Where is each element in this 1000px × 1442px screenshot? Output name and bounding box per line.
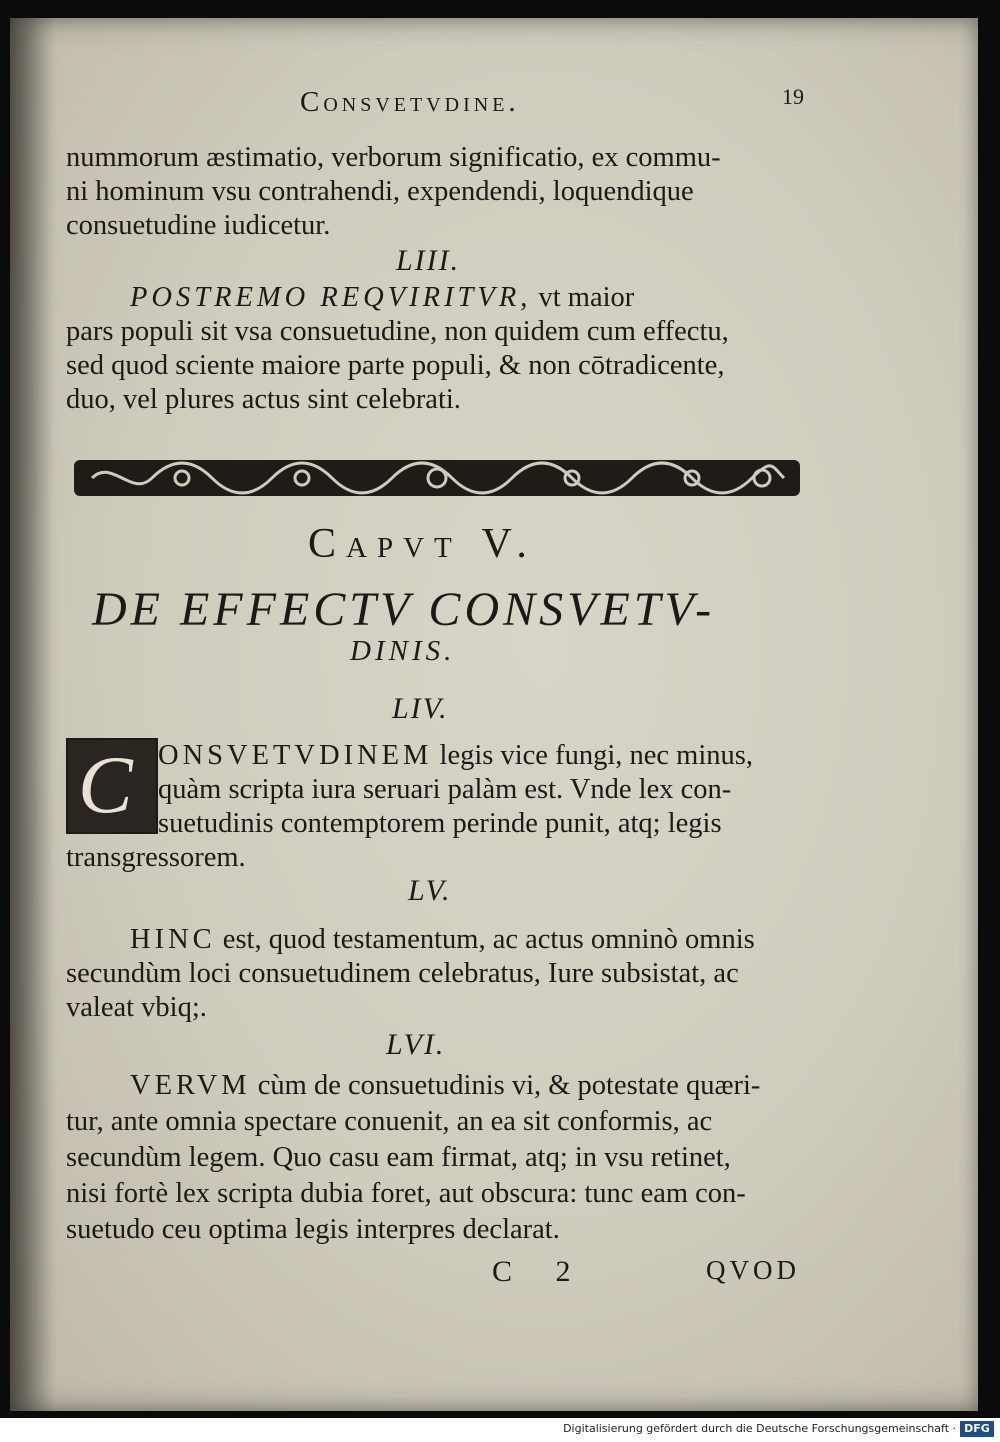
running-header: Consvetvdine. — [300, 86, 520, 118]
text-line: valeat vbiq;. — [66, 992, 207, 1023]
text-line: legis vice fungi, nec minus, — [432, 740, 753, 771]
text-line: tur, ante omnia spectare conuenit, an ea sit conformis, ac — [66, 1106, 713, 1137]
text-line: transgressorem. — [66, 842, 246, 873]
text-line: secundùm loci consuetudinem celebratus, Iure subsistat, ac — [66, 958, 739, 989]
chapter-title-line1: DE EFFECTV CONSVETV- — [92, 583, 716, 636]
text-line: nisi fortè lex scripta dubia foret, aut obscura: tunc eam con- — [66, 1178, 746, 1209]
dfg-logo[interactable]: DFG — [960, 1421, 994, 1437]
signature-mark: C 2 — [492, 1255, 589, 1288]
catchword: QVOD — [706, 1255, 800, 1285]
digitization-footer — [0, 1418, 1000, 1442]
chapter-title-line2: DINIS. — [350, 635, 456, 667]
section-number: LIV. — [392, 692, 449, 725]
decorated-initial: C — [66, 738, 158, 834]
woodcut-ornament — [72, 452, 802, 504]
chapter-heading: Capvt V. — [308, 521, 537, 567]
section-number: LIII. — [396, 244, 461, 277]
section-lead: VERVM — [130, 1070, 251, 1101]
text-line: nummorum æstimatio, verborum significatio, ex commu- — [66, 142, 721, 173]
text-line: quàm scripta iura seruari palàm est. Vnde lex con- — [158, 774, 732, 805]
text-line: ni hominum vsu contrahendi, expendendi, loquendique — [66, 176, 694, 207]
folio-number: 19 — [782, 84, 804, 109]
footer-credit: Digitalisierung gefördert durch die Deutsche Forschungsgemeinschaft · — [563, 1422, 956, 1435]
text-line: est, quod testamentum, ac actus omninò omnis — [215, 924, 755, 955]
text-line: pars populi sit vsa consuetudine, non quidem cum effectu, — [66, 316, 729, 347]
text-line: suetudo ceu optima legis interpres declarat. — [66, 1214, 560, 1245]
text-line: duo, vel plures actus sint celebrati. — [66, 384, 461, 415]
section-number: LVI. — [386, 1028, 446, 1061]
text-line: suetudinis contemptorem perinde punit, atq; legis — [158, 808, 722, 839]
page-gutter-shadow — [10, 18, 55, 1411]
text-line: cùm de consuetudinis vi, & potestate quæri- — [250, 1070, 761, 1101]
text-line: sed quod sciente maiore parte populi, & non cōtradicente, — [66, 350, 725, 381]
section-lead: HINC — [130, 924, 216, 955]
text-line: consuetudine iudicetur. — [66, 210, 331, 241]
text-line: vt maior — [531, 282, 635, 313]
text-line: secundùm legem. Quo casu eam firmat, atq; in vsu retinet, — [66, 1142, 731, 1173]
section-number: LV. — [408, 874, 452, 907]
section-lead: POSTREMO REQVIRITVR, — [130, 282, 532, 313]
section-lead: ONSVETVDINEM — [158, 740, 433, 771]
